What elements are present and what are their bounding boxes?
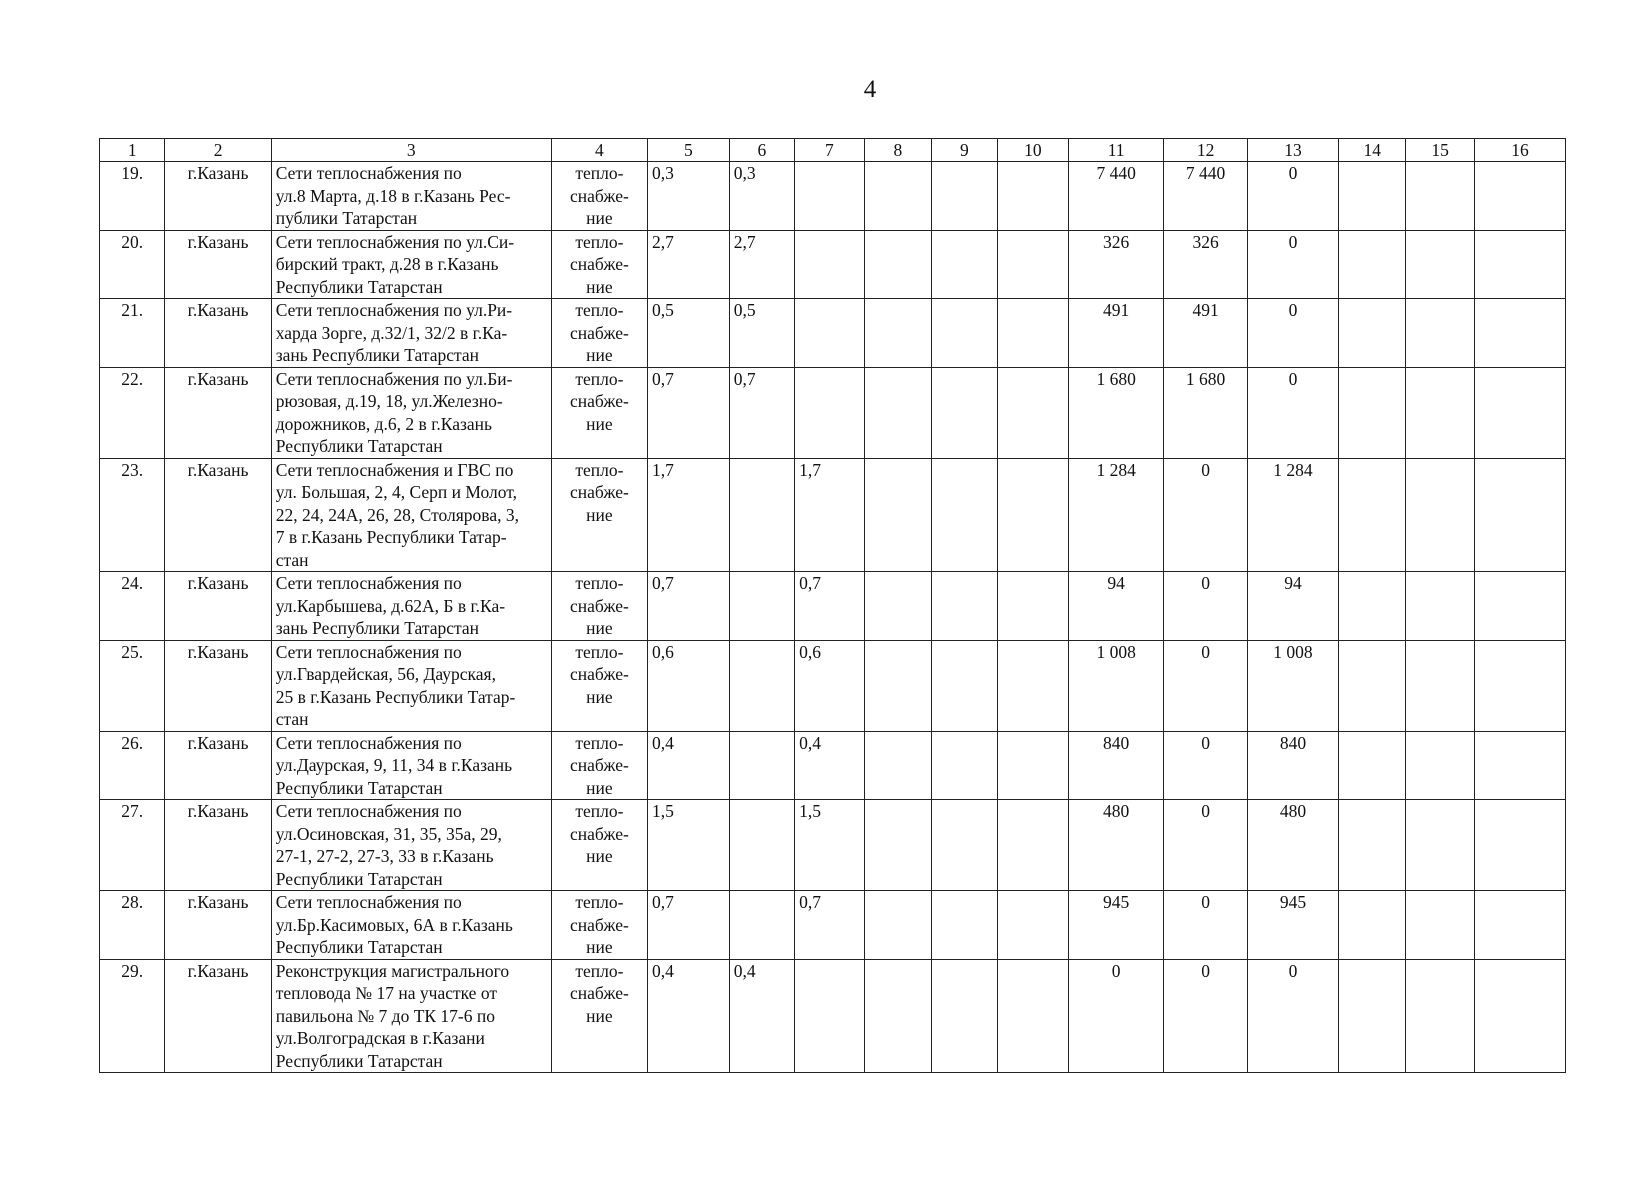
description-cell-line: Сети теплоснабжения по	[275, 641, 462, 662]
value-cell-8	[864, 299, 931, 368]
type-cell-line: тепло-	[575, 801, 624, 821]
value-cell-12: 0	[1164, 800, 1248, 891]
type-cell	[551, 731, 647, 800]
type-cell	[551, 299, 647, 368]
description-cell-line: Сети теплоснабжения по ул.Ри-	[275, 300, 513, 320]
table-row	[100, 731, 1566, 800]
description-cell-line: зань Республики Татарстан	[275, 618, 480, 638]
type-cell-line: ние	[586, 208, 613, 228]
value-cell-5: 0,3	[647, 162, 729, 231]
description-cell	[271, 162, 551, 231]
value-cell-9	[932, 731, 997, 800]
description-cell-line: харда Зорге, д.32/1, 32/2 в г.Ка-	[275, 322, 508, 343]
value-cell-8	[864, 458, 931, 572]
value-cell-12: 0	[1164, 959, 1248, 1073]
type-cell-line: ние	[586, 413, 613, 434]
header-cell: 5	[647, 139, 729, 162]
description-cell	[271, 891, 551, 960]
value-cell-8	[864, 230, 931, 299]
row-number-cell: 23.	[100, 458, 165, 572]
value-cell-14	[1338, 162, 1405, 231]
row-number-cell: 25.	[100, 640, 165, 731]
description-cell-line: 27-1, 27-2, 27-3, 33 в г.Казань	[275, 846, 494, 866]
value-cell-12: 0	[1164, 572, 1248, 641]
header-cell: 13	[1247, 139, 1338, 162]
description-cell-line: Сети теплоснабжения по	[275, 573, 462, 593]
description-cell-line: Сети теплоснабжения по	[275, 892, 462, 912]
value-cell-13: 0	[1247, 367, 1338, 458]
value-cell-6: 0,7	[729, 367, 794, 458]
value-cell-13: 1 008	[1247, 640, 1338, 731]
table-body	[100, 139, 1566, 1073]
header-cell: 15	[1406, 139, 1474, 162]
value-cell-11: 1 008	[1069, 640, 1164, 731]
description-cell-line: Сети теплоснабжения по	[275, 163, 462, 183]
type-cell-line: тепло-	[575, 459, 624, 480]
value-cell-12: 0	[1164, 731, 1248, 800]
value-cell-14	[1338, 800, 1405, 891]
description-cell-line: Сети теплоснабжения по	[275, 801, 462, 821]
description-cell-line: тепловода № 17 на участке от	[275, 983, 497, 1003]
header-cell: 10	[997, 139, 1069, 162]
description-cell	[271, 458, 551, 572]
header-cell: 12	[1164, 139, 1248, 162]
value-cell-5: 0,7	[647, 367, 729, 458]
type-cell-line: ние	[586, 345, 613, 365]
value-cell-11: 945	[1069, 891, 1164, 960]
value-cell-9	[932, 572, 997, 641]
description-cell-line: Республики Татарстан	[275, 777, 443, 798]
value-cell-7: 1,7	[795, 458, 865, 572]
city-cell: г.Казань	[165, 299, 271, 368]
value-cell-14	[1338, 640, 1405, 731]
value-cell-16	[1474, 640, 1565, 731]
city-cell: г.Казань	[165, 572, 271, 641]
description-cell-line: ул.Гвардейская, 56, Даурская,	[275, 664, 496, 684]
value-cell-12: 7 440	[1164, 162, 1248, 231]
value-cell-11: 7 440	[1069, 162, 1164, 231]
value-cell-9	[932, 162, 997, 231]
row-number-cell: 19.	[100, 162, 165, 231]
description-cell-line: Сети теплоснабжения по	[275, 732, 462, 753]
row-number-cell: 29.	[100, 959, 165, 1073]
value-cell-14	[1338, 367, 1405, 458]
description-cell-line: ул.Карбышева, д.62А, Б в г.Ка-	[275, 595, 506, 616]
header-cell: 14	[1338, 139, 1405, 162]
description-cell-line: ул.Даурская, 9, 11, 34 в г.Казань	[275, 755, 513, 775]
type-cell-line: тепло-	[575, 960, 624, 981]
description-cell-line: Республики Татарстан	[275, 436, 443, 456]
value-cell-7: 0,7	[795, 891, 865, 960]
description-cell-line: Реконструкция магистрального	[275, 960, 510, 981]
city-cell: г.Казань	[165, 731, 271, 800]
table-row	[100, 640, 1566, 731]
value-cell-5: 0,4	[647, 959, 729, 1073]
value-cell-6: 0,5	[729, 299, 794, 368]
value-cell-7	[795, 162, 865, 231]
description-cell-line: бирский тракт, д.28 в г.Казань	[275, 254, 499, 274]
value-cell-5: 1,7	[647, 458, 729, 572]
type-cell-line: снабже-	[569, 391, 629, 411]
type-cell	[551, 458, 647, 572]
type-cell-line: снабже-	[569, 823, 629, 844]
value-cell-11: 1 284	[1069, 458, 1164, 572]
value-cell-13: 945	[1247, 891, 1338, 960]
type-cell	[551, 162, 647, 231]
value-cell-14	[1338, 959, 1405, 1073]
description-cell-line: ул.Осиновская, 31, 35, 35а, 29,	[275, 823, 502, 844]
row-number-cell: 24.	[100, 572, 165, 641]
description-cell-line: 22, 24, 24А, 26, 28, Столярова, 3,	[275, 504, 519, 525]
header-cell: 2	[165, 139, 271, 162]
header-cell: 3	[271, 139, 551, 162]
value-cell-5: 0,7	[647, 572, 729, 641]
value-cell-13: 840	[1247, 731, 1338, 800]
value-cell-8	[864, 162, 931, 231]
type-cell-line: ние	[586, 846, 613, 866]
table-row	[100, 800, 1566, 891]
value-cell-13: 0	[1247, 162, 1338, 231]
type-cell-line: тепло-	[575, 368, 624, 389]
type-cell-line: тепло-	[575, 892, 624, 912]
value-cell-7: 0,7	[795, 572, 865, 641]
value-cell-16	[1474, 458, 1565, 572]
value-cell-9	[932, 640, 997, 731]
value-cell-8	[864, 891, 931, 960]
value-cell-15	[1406, 640, 1474, 731]
value-cell-6	[729, 458, 794, 572]
description-cell-line: Республики Татарстан	[275, 276, 443, 297]
type-cell-line: снабже-	[569, 185, 629, 206]
description-cell-line: павильона № 7 до ТК 17-6 по	[275, 1005, 495, 1026]
header-cell: 11	[1069, 139, 1164, 162]
value-cell-10	[997, 299, 1069, 368]
value-cell-6: 2,7	[729, 230, 794, 299]
value-cell-13: 480	[1247, 800, 1338, 891]
value-cell-15	[1406, 572, 1474, 641]
type-cell	[551, 230, 647, 299]
value-cell-15	[1406, 299, 1474, 368]
value-cell-15	[1406, 230, 1474, 299]
description-cell-line: Республики Татарстан	[275, 937, 443, 957]
value-cell-13: 0	[1247, 230, 1338, 299]
type-cell-line: ние	[586, 618, 613, 638]
description-cell	[271, 572, 551, 641]
value-cell-14	[1338, 299, 1405, 368]
city-cell: г.Казань	[165, 800, 271, 891]
type-cell-line: ние	[586, 937, 613, 957]
value-cell-15	[1406, 458, 1474, 572]
value-cell-15	[1406, 800, 1474, 891]
value-cell-11: 840	[1069, 731, 1164, 800]
city-cell: г.Казань	[165, 230, 271, 299]
table-row	[100, 458, 1566, 572]
value-cell-10	[997, 458, 1069, 572]
description-cell	[271, 800, 551, 891]
value-cell-9	[932, 959, 997, 1073]
type-cell	[551, 640, 647, 731]
header-cell: 7	[795, 139, 865, 162]
type-cell	[551, 572, 647, 641]
value-cell-12: 1 680	[1164, 367, 1248, 458]
row-number-cell: 28.	[100, 891, 165, 960]
value-cell-11: 1 680	[1069, 367, 1164, 458]
type-cell-line: ние	[586, 686, 613, 707]
value-cell-13: 94	[1247, 572, 1338, 641]
description-cell	[271, 731, 551, 800]
description-cell-line: дорожников, д.6, 2 в г.Казань	[275, 413, 493, 434]
value-cell-9	[932, 299, 997, 368]
type-cell-line: тепло-	[575, 163, 624, 183]
value-cell-5: 0,6	[647, 640, 729, 731]
value-cell-15	[1406, 959, 1474, 1073]
page-number: 4	[863, 76, 877, 103]
type-cell-line: тепло-	[575, 231, 624, 252]
description-cell-line: Сети теплоснабжения по ул.Би-	[275, 368, 513, 389]
value-cell-6: 0,3	[729, 162, 794, 231]
type-cell-line: ние	[586, 1005, 613, 1026]
value-cell-6	[729, 800, 794, 891]
description-cell-line: зань Республики Татарстан	[275, 345, 480, 365]
type-cell-line: снабже-	[569, 482, 629, 502]
type-cell-line: снабже-	[569, 983, 629, 1003]
type-cell-line: тепло-	[575, 300, 624, 320]
value-cell-14	[1338, 230, 1405, 299]
value-cell-8	[864, 367, 931, 458]
row-number-cell: 21.	[100, 299, 165, 368]
row-number-cell: 27.	[100, 800, 165, 891]
city-cell: г.Казань	[165, 162, 271, 231]
value-cell-13: 1 284	[1247, 458, 1338, 572]
value-cell-10	[997, 891, 1069, 960]
value-cell-5: 2,7	[647, 230, 729, 299]
header-cell: 6	[729, 139, 794, 162]
table-row	[100, 891, 1566, 960]
description-cell-line: 7 в г.Казань Республики Татар-	[275, 527, 507, 547]
value-cell-11: 480	[1069, 800, 1164, 891]
value-cell-13: 0	[1247, 299, 1338, 368]
value-cell-15	[1406, 367, 1474, 458]
type-cell-line: снабже-	[569, 755, 629, 775]
value-cell-10	[997, 731, 1069, 800]
value-cell-12: 0	[1164, 891, 1248, 960]
description-cell-line: публики Татарстан	[275, 208, 418, 228]
value-cell-15	[1406, 162, 1474, 231]
city-cell: г.Казань	[165, 891, 271, 960]
header-cell: 16	[1474, 139, 1565, 162]
value-cell-7: 1,5	[795, 800, 865, 891]
description-cell-line: стан	[275, 709, 309, 729]
type-cell-line: ние	[586, 777, 613, 798]
value-cell-8	[864, 640, 931, 731]
type-cell	[551, 891, 647, 960]
value-cell-8	[864, 800, 931, 891]
table-row	[100, 572, 1566, 641]
type-cell-line: тепло-	[575, 573, 624, 593]
description-cell-line: Сети теплоснабжения по ул.Си-	[275, 231, 515, 252]
value-cell-7	[795, 299, 865, 368]
type-cell-line: снабже-	[569, 254, 629, 274]
value-cell-12: 0	[1164, 640, 1248, 731]
value-cell-16	[1474, 800, 1565, 891]
value-cell-14	[1338, 458, 1405, 572]
description-cell	[271, 367, 551, 458]
header-cell: 9	[932, 139, 997, 162]
type-cell-line: снабже-	[569, 914, 629, 935]
value-cell-7	[795, 959, 865, 1073]
description-cell-line: Республики Татарстан	[275, 868, 443, 889]
description-cell-line: рюзовая, д.19, 18, ул.Железно-	[275, 391, 503, 411]
table-row	[100, 230, 1566, 299]
type-cell-line: снабже-	[569, 664, 629, 684]
type-cell	[551, 959, 647, 1073]
value-cell-6	[729, 572, 794, 641]
value-cell-13: 0	[1247, 959, 1338, 1073]
value-cell-6	[729, 891, 794, 960]
type-cell-line: тепло-	[575, 641, 624, 662]
type-cell-line: тепло-	[575, 732, 624, 753]
type-cell-line: снабже-	[569, 322, 629, 343]
value-cell-10	[997, 572, 1069, 641]
type-cell	[551, 367, 647, 458]
value-cell-15	[1406, 891, 1474, 960]
value-cell-7	[795, 230, 865, 299]
row-number-cell: 20.	[100, 230, 165, 299]
description-cell-line: стан	[275, 549, 309, 570]
value-cell-12: 0	[1164, 458, 1248, 572]
table-row	[100, 959, 1566, 1073]
description-cell-line: ул. Большая, 2, 4, Серп и Молот,	[275, 482, 518, 502]
value-cell-9	[932, 458, 997, 572]
description-cell-line: ул.Бр.Касимовых, 6А в г.Казань	[275, 914, 513, 935]
type-cell	[551, 800, 647, 891]
value-cell-14	[1338, 731, 1405, 800]
row-number-cell: 22.	[100, 367, 165, 458]
value-cell-10	[997, 230, 1069, 299]
table-header-row	[100, 139, 1566, 162]
description-cell-line: Республики Татарстан	[275, 1050, 443, 1071]
description-cell-line: ул.8 Марта, д.18 в г.Казань Рес-	[275, 185, 511, 206]
table-row	[100, 367, 1566, 458]
value-cell-11: 491	[1069, 299, 1164, 368]
value-cell-16	[1474, 731, 1565, 800]
value-cell-10	[997, 367, 1069, 458]
value-cell-7	[795, 367, 865, 458]
value-cell-10	[997, 640, 1069, 731]
value-cell-16	[1474, 572, 1565, 641]
value-cell-5: 0,7	[647, 891, 729, 960]
value-cell-8	[864, 731, 931, 800]
description-cell	[271, 959, 551, 1073]
value-cell-12: 491	[1164, 299, 1248, 368]
value-cell-10	[997, 800, 1069, 891]
row-number-cell: 26.	[100, 731, 165, 800]
header-cell: 8	[864, 139, 931, 162]
type-cell-line: ние	[586, 504, 613, 525]
description-cell	[271, 640, 551, 731]
value-cell-5: 0,5	[647, 299, 729, 368]
type-cell-line: ние	[586, 276, 613, 297]
value-cell-16	[1474, 891, 1565, 960]
value-cell-6	[729, 640, 794, 731]
value-cell-16	[1474, 959, 1565, 1073]
value-cell-9	[932, 891, 997, 960]
table-row	[100, 162, 1566, 231]
value-cell-15	[1406, 731, 1474, 800]
value-cell-8	[864, 572, 931, 641]
value-cell-12: 326	[1164, 230, 1248, 299]
value-cell-11: 0	[1069, 959, 1164, 1073]
header-cell: 1	[100, 139, 165, 162]
city-cell: г.Казань	[165, 458, 271, 572]
value-cell-7: 0,6	[795, 640, 865, 731]
value-cell-5: 0,4	[647, 731, 729, 800]
value-cell-9	[932, 230, 997, 299]
value-cell-16	[1474, 299, 1565, 368]
city-cell: г.Казань	[165, 640, 271, 731]
value-cell-16	[1474, 367, 1565, 458]
city-cell: г.Казань	[165, 367, 271, 458]
description-cell-line: 25 в г.Казань Республики Татар-	[275, 686, 516, 707]
type-cell-line: снабже-	[569, 595, 629, 616]
description-cell	[271, 299, 551, 368]
value-cell-8	[864, 959, 931, 1073]
value-cell-10	[997, 959, 1069, 1073]
data-table	[99, 138, 1566, 1073]
value-cell-5: 1,5	[647, 800, 729, 891]
value-cell-14	[1338, 891, 1405, 960]
description-cell	[271, 230, 551, 299]
value-cell-11: 94	[1069, 572, 1164, 641]
value-cell-10	[997, 162, 1069, 231]
description-cell-line: Сети теплоснабжения и ГВС по	[275, 459, 514, 480]
value-cell-6: 0,4	[729, 959, 794, 1073]
city-cell: г.Казань	[165, 959, 271, 1073]
value-cell-16	[1474, 230, 1565, 299]
value-cell-7: 0,4	[795, 731, 865, 800]
value-cell-6	[729, 731, 794, 800]
header-cell: 4	[551, 139, 647, 162]
value-cell-14	[1338, 572, 1405, 641]
table-row	[100, 299, 1566, 368]
value-cell-11: 326	[1069, 230, 1164, 299]
value-cell-9	[932, 800, 997, 891]
value-cell-16	[1474, 162, 1565, 231]
value-cell-9	[932, 367, 997, 458]
description-cell-line: ул.Волгоградская в г.Казани	[275, 1028, 485, 1048]
